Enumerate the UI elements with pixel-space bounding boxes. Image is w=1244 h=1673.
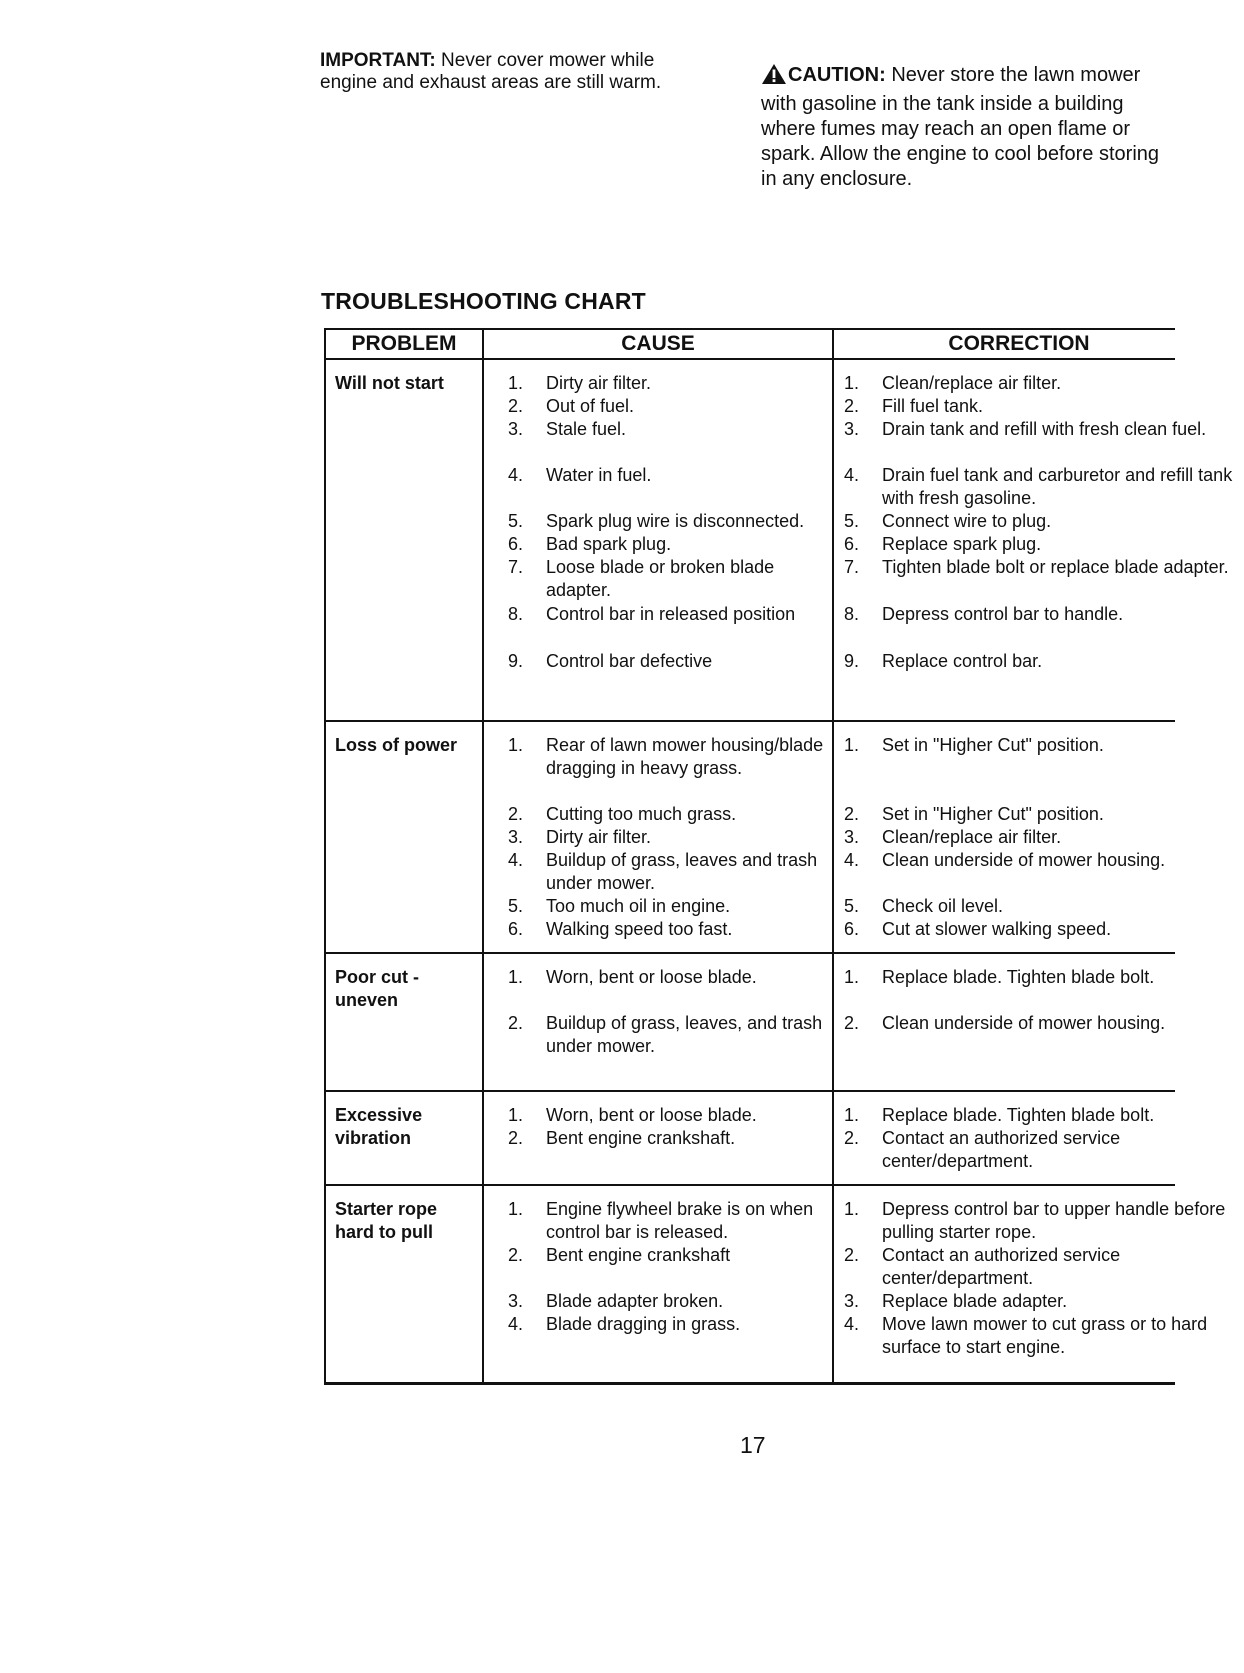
problem-label: Excessive vibration: [335, 1105, 423, 1148]
problem-label: Loss of power: [335, 735, 458, 755]
problem-label: Starter rope hard to pull: [335, 1199, 438, 1242]
table-row: Starter rope hard to pull 1. Engine flywheel brake is on when control bar is released. 2. Bent engine crankshaft 3. Blade adapter broken. 4. Blade dragging in grass. 1. Depress control bar to upper handle before pulling starter rope. 2. Contact an authorized service center/department. 3. Replace blade adapter. 4. Move lawn mower to cut grass or to hard surface to start engine.: [335, 1199, 1226, 1357]
header-problem: PROBLEM: [351, 332, 457, 355]
header-cause: CAUSE: [621, 332, 695, 355]
important-note: [320, 50, 710, 94]
page-number: 17: [740, 1432, 766, 1458]
table-row: Poor cut - uneven 1. Worn, bent or loose blade. 2. Buildup of grass, leaves, and trash under mower. 1. Replace blade. Tighten blade bolt. 2. Clean underside of mower housing.: [326, 954, 1175, 1092]
problem-label: Will not start: [335, 373, 444, 393]
caution-note: [761, 63, 1175, 192]
table-header-row: [326, 330, 1175, 360]
caution-text: Never store the lawn mower with gasoline in the tank inside a building where fumes may reach an open flame or spark. Allow the engine to cool before storing in any enclosure.: [761, 64, 1160, 190]
table-row: Will not start 1. Dirty air filter. 2. Out of fuel. 3. Stale fuel. 4. Water in fuel. 5. Spark plug wire is disconnected. 6. Bad spark plug. 7. Loose blade or broken blade adapter. 8. Control bar in released position 9. Control bar defective 1. Clean/replace air filter. 2. Fill fuel tank. 3. Drain tank and refill with fresh clean fuel. 4. Drain fuel tank and carburetor and refill tank with fresh gasoline. 5. Connect wire to plug. 6. Replace spark plug. 7. Tighten blade bolt or replace blade adapter. 8. Depress control bar to handle. 9. Replace control bar.: [326, 360, 1175, 722]
table-row: Loss of power 1. Rear of lawn mower housing/blade dragging in heavy grass. 2. Cutting too much grass. 3. Dirty air filter. 4. Buildup of grass, leaves and trash under mower. 5. Too much oil in engine. 6. Walking speed too fast. 1. Set in "Higher Cut" position. 2. Set in "Higher Cut" position. 3. Clean/replace air filter. 4. Clean underside of mower housing. 5. Check oil level. 6. Cut at slower walking speed.: [326, 722, 1175, 954]
troubleshooting-table: [324, 328, 1233, 1385]
chart-title: TROUBLESHOOTING CHART: [321, 288, 646, 314]
important-label: IMPORTANT:: [320, 50, 436, 71]
problem-label: Poor cut - uneven: [335, 967, 419, 1010]
warning-triangle-icon: [761, 63, 787, 92]
table-row: Excessive vibration 1. Worn, bent or loose blade. 2. Bent engine crankshaft. 1. Replace blade. Tighten blade bolt. 2. Contact an authorized service center/department.: [326, 1092, 1175, 1186]
caution-label: CAUTION:: [788, 64, 886, 86]
header-correction: CORRECTION: [948, 332, 1090, 355]
important-text: Never cover mower while engine and exhaust areas are still warm.: [320, 50, 662, 93]
